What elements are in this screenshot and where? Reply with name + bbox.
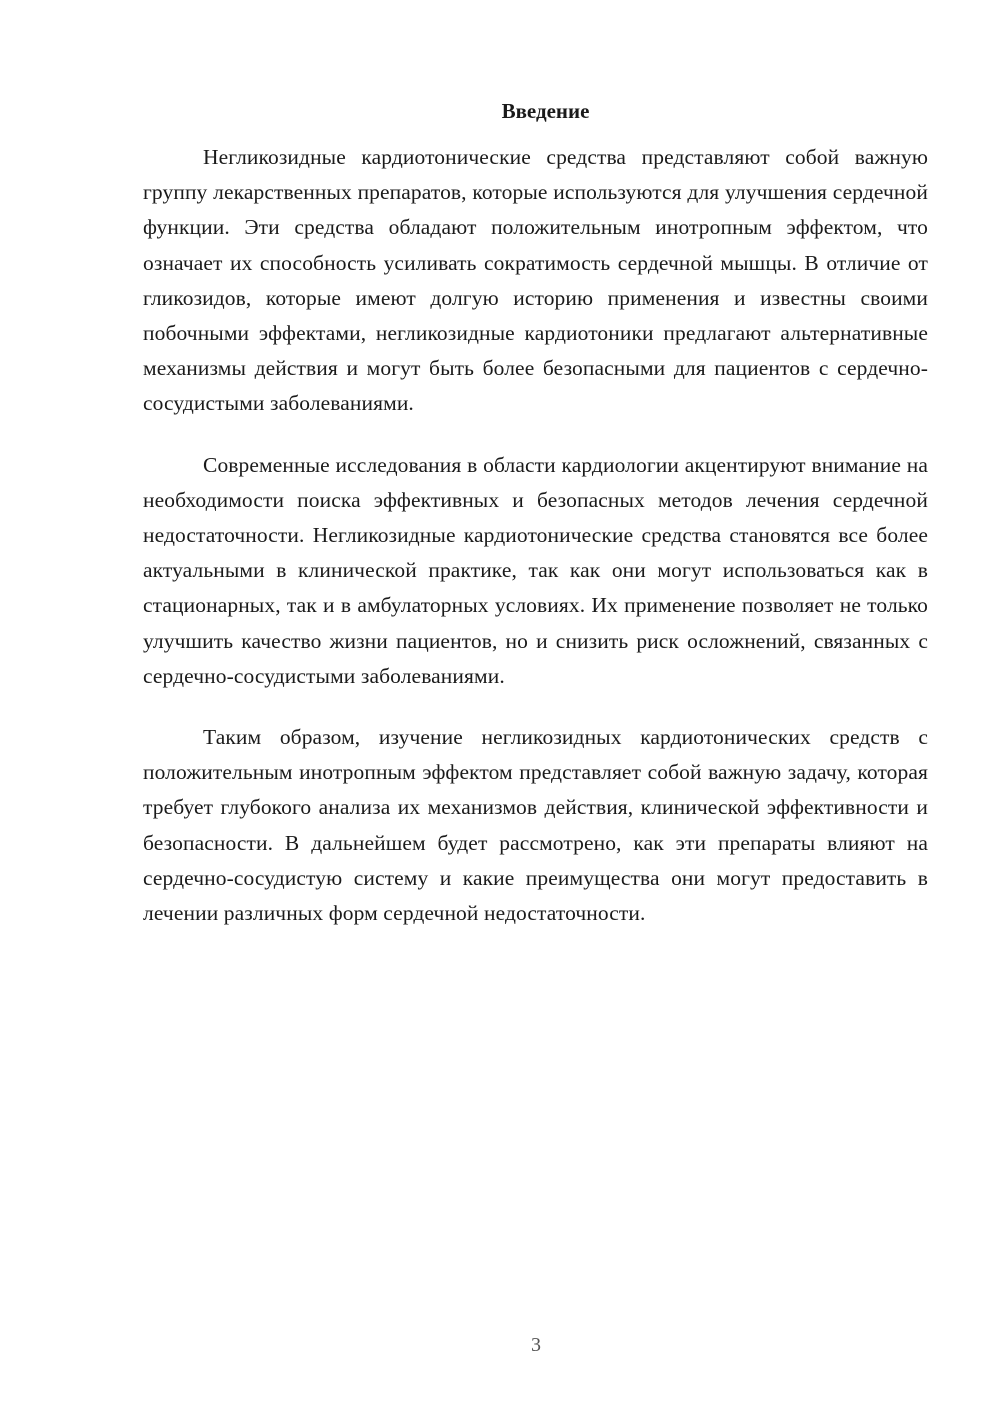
paragraph-3: Таким образом, изучение негликозидных кардиотонических средств с положительным инотропным эффектом представляет собой важную задачу, которая требует глубокого анализа их механизмов действия, клинической эффективности и безопасности. В дальнейшем будет рассмотрено, как эти препараты влияют на сердечно-сосудистую систему и какие преимущества они могут предоставить в лечении различных форм сердечной недостаточности. (143, 725, 928, 926)
paragraph-1: Негликозидные кардиотонические средства представляют собой важную группу лекарственных препаратов, которые используются для улучшения сердечной функции. Эти средства обладают положительным инотропным эффектом, что означает их способность усиливать сократимость сердечной мышцы. В отличие от гликозидов, которые имеют долгую историю применения и известны своими побочными эффектами, негликозидные кардиотоники предлагают альтернативные механизмы действия и могут быть более безопасными для пациентов с сердечно-сосудистыми заболеваниями. (143, 145, 928, 416)
page-content (143, 96, 928, 957)
paragraph-2: Современные исследования в области кардиологии акцентируют внимание на необходимости поиска эффективных и безопасных методов лечения сердечной недостаточности. Негликозидные кардиотонические средства становятся все более актуальными в клинической практике, так как они могут использоваться как в стационарных, так и в амбулаторных условиях. Их применение позволяет не только улучшить качество жизни пациентов, но и снизить риск осложнений, связанных с сердечно-сосудистыми заболеваниями. (143, 452, 928, 688)
page-number: 3 (531, 1334, 541, 1356)
section-title: Введение (501, 99, 590, 123)
